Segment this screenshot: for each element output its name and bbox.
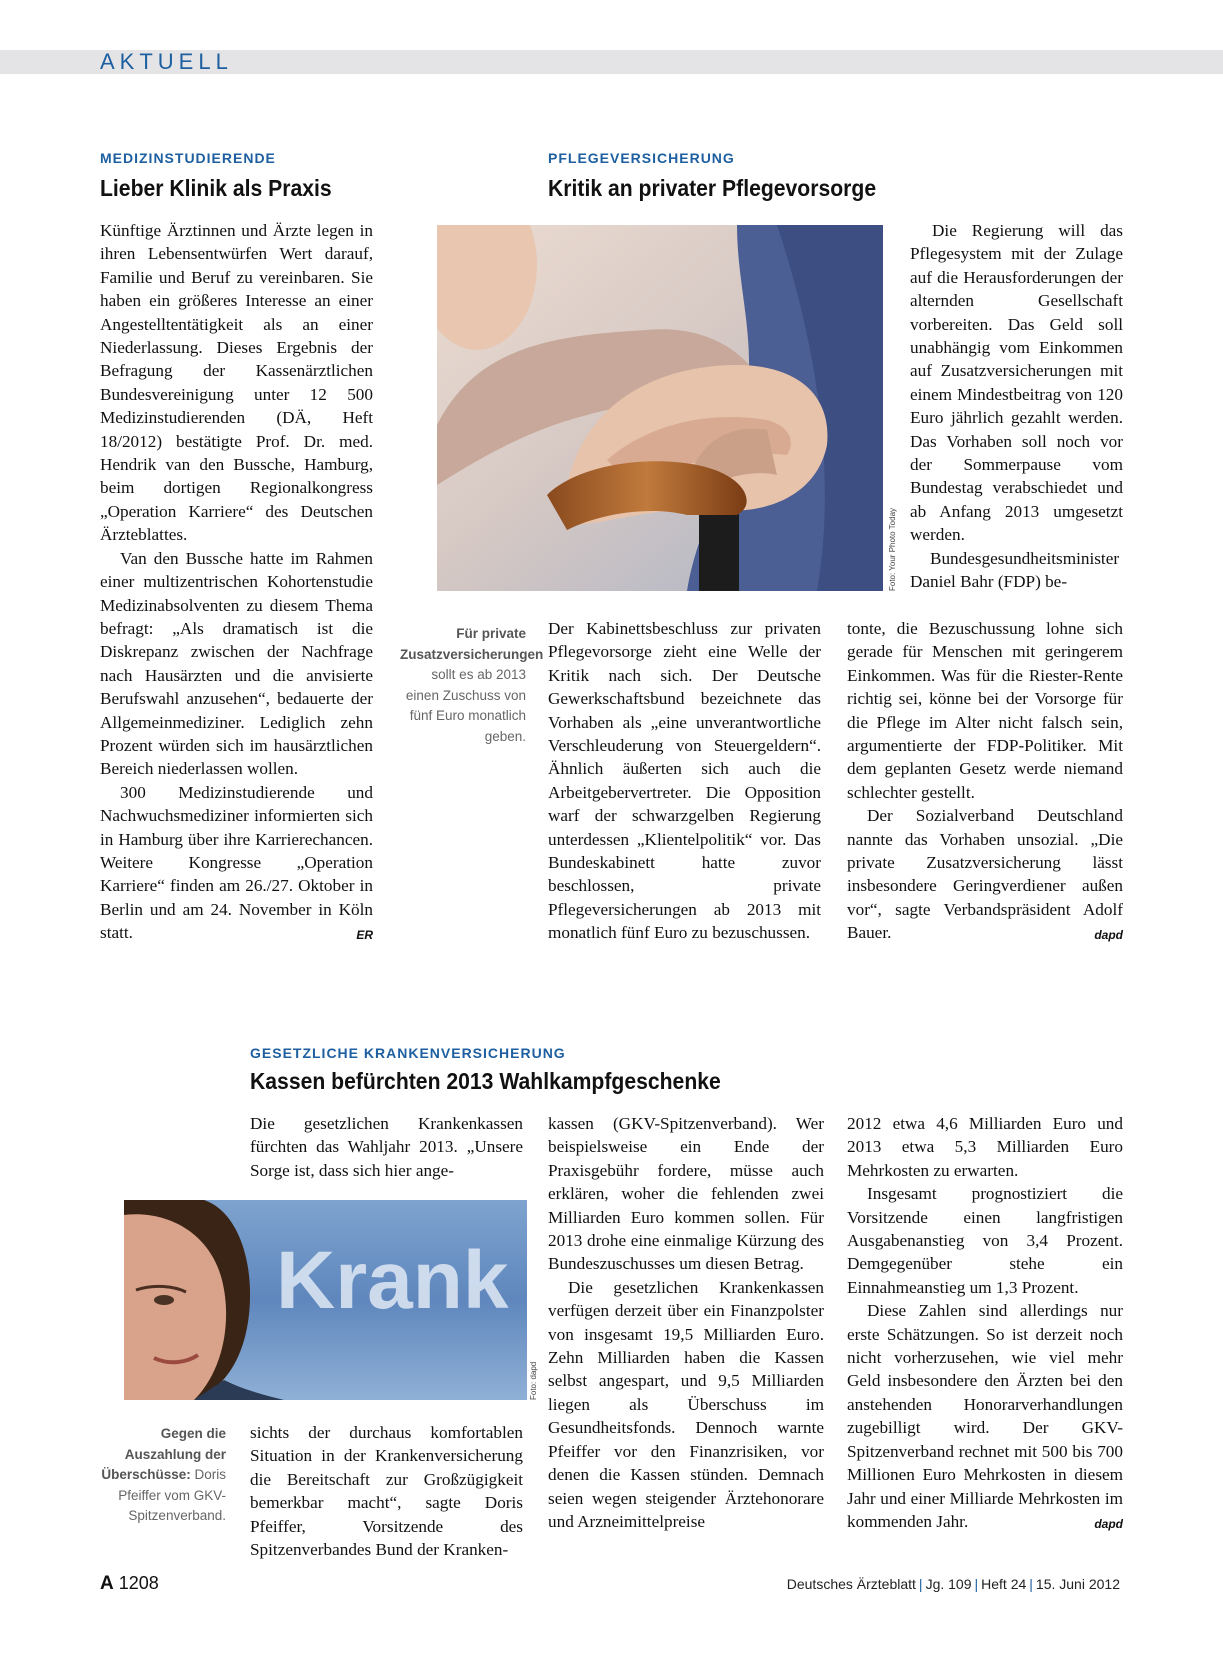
article1-kicker: MEDIZINSTUDIERENDE [100,150,276,166]
article2-signature: dapd [1094,928,1123,943]
article2-right-bottom [847,617,1123,948]
journal-date: 15. Juni 2012 [1035,1576,1120,1592]
article2-paragraph: tonte, die Bezuschussung lohne sich gerade für Menschen mit geringerem Einkommen. Was für die Riester-Rente richtig sei, könne bei der Vorsorge für die Pflege im Alter nicht falsch sein, argumentierte der FDP-Politiker. Mit dem geplanten Gesetz werde niemand schlechter gestellt. [847,619,1123,802]
section-label: AKTUELL [100,49,233,74]
article1-signature: ER [356,928,373,943]
article1-paragraph: Van den Bussche hatte im Rahmen einer multizentrischen Kohortenstudie Medizinabsolventen zu diesem Thema befragt: „Als dramatisch ist die Diskrepanz zwischen der Nachfrage nach Hausärzten und die anvisierte Berufswahl anzusehen“, bedauerte der Allgemeinmediziner. Lediglich zehn Prozent würden sich im hausärztlichen Bereich niederlassen wollen. [100,548,373,779]
article3-paragraph: Die gesetzlichen Krankenkassen fürchten das Wahljahr 2013. „Unsere Sorge ist, dass sich hier ange- [250,1114,523,1180]
banner-text: Krank [276,1235,509,1326]
article3-col3 [847,1112,1123,1536]
caption-bold: Für private Zusatzversicherungen [400,626,544,662]
journal-volume: Jg. 109 [925,1576,972,1592]
article1-body [100,219,373,948]
article2-paragraph: Bundesgesundheitsminister Daniel Bahr (FDP) be- [910,548,1120,592]
article2-paragraph: Der Sozialverband Deutschland nannte das Vorhaben unsozial. „Die private Zusatzversicherung lässt insbesondere Geringverdiener außen vor“, sagte Verbandspräsident Adolf Bauer. dapd [847,804,1123,944]
article3-kicker: GESETZLICHE KRANKENVERSICHERUNG [250,1045,566,1061]
footer-journal-info: Deutsches Ärzteblatt | Jg. 109 | Heft 24 | 15. Juni 2012 [786,1576,1120,1592]
article3-col1-bottom [250,1421,523,1561]
article2-photo-credit: Foto: Your Photo Today [888,507,897,591]
article3-col1-top [250,1112,523,1182]
article3-paragraph: Diese Zahlen sind allerdings nur erste Schätzungen. So ist derzeit noch nicht vorherzusehen, wie viel mehr Geld insbesondere den Ärzten bei den anstehenden Honorarverhandlungen zugebilligt wird. Der GKV-Spitzenverband rechnet mit 500 bis 700 Millionen Euro Mehrkosten in diesem Jahr und einer Milliarde Mehrkosten im kommenden Jahr. dapd [847,1299,1123,1533]
article2-paragraph: Der Kabinettsbeschluss zur privaten Pflegevorsorge zieht eine Welle der Kritik nach sich. Der Deutsche Gewerkschaftsbund bezeichnete das Vorhaben als „eine unverantwortliche Verschleuderung von Steuergeldern“. Ähnlich äußerten sich auch die Arbeitgebervertreter. Die Opposition warf der schwarzgelben Regierung unterdessen „Klientelpolitik“ vor. Das Bundeskabinett hatte zuvor beschlossen, private Pflegeversicherungen ab 2013 mit monatlich fünf Euro zu bezuschussen. [548,619,821,943]
article1-headline: Lieber Klinik als Praxis [100,175,332,201]
doris-pfeiffer-photo [124,1200,527,1400]
article3-paragraph: Insgesamt prognostiziert die Vorsitzende einen langfristigen Ausgabenanstieg von 3,4 Prozent. Demgegenüber stehe ein Einnahmeanstieg um 1,3 Prozent. [847,1184,1123,1297]
article2-paragraph: Die Regierung will das Pflegesystem mit der Zulage auf die Herausforderungen der alternden Gesellschaft vorbereiten. Das Geld soll unabhängig vom Einkommen auf Zusatzversicherungen mit einem Mindestbeitrag von 120 Euro jährlich gezahlt werden. Das Vorhaben soll noch vor der Sommerpause vom Bundestag verabschiedet und ab Anfang 2013 umgesetzt werden. [910,221,1123,545]
caption-text: Doris Pfeiffer vom GKV-Spitzenverband. [118,1467,226,1523]
journal-issue: Heft 24 [981,1576,1027,1592]
article3-paragraph: kassen (GKV-Spitzenverband). Wer beispielsweise ein Ende der Praxisgebühr fordere, müsse auch erklären, woher die fehlenden zwei Milliarden Euro kommen sollen. Für 2013 drohe eine einmalige Kürzung des Bundeszuschusses um diesen Betrag. [548,1114,824,1274]
article3-photo-credit: Foto: dapd [529,1361,538,1400]
article1-paragraph: 300 Medizinstudierende und Nachwuchsmediziner informierten sich in Hamburg über ihre Karrierechancen. Weitere Kongresse „Operation Karriere“ finden am 26./27. Oktober in Berlin und am 24. November in Köln statt. ER [100,781,373,945]
article3-signature: dapd [1094,1516,1123,1531]
article2-kicker: PFLEGEVERSICHERUNG [548,150,735,166]
article3-caption [100,1424,226,1527]
article3-col2 [548,1112,824,1533]
article2-right-top [910,219,1123,594]
article2-headline: Kritik an privater Pflegevorsorge [548,175,877,201]
journal-name: Deutsches Ärzteblatt [786,1576,916,1592]
article3-paragraph: sichts der durchaus komfortablen Situation in der Krankenversicherung die Bereitschaft zur Großzügigkeit bemerkbar macht“, sagte Doris Pfeiffer, Vorsitzende des Spitzenverbandes Bund der Kranken- [250,1423,523,1560]
article3-paragraph: Die gesetzlichen Krankenkassen verfügen derzeit über ein Finanzpolster von insgesamt 19,5 Milliarden Euro. Zehn Milliarden haben die Kassen selbst angespart, und 9,5 Milliarden liegen als Überschuss im Gesundheitsfonds. Dennoch warnte Pfeiffer vor den Finanzrisiken, vor denen die Kassen stünden. Demnach seien wegen steigender Ärztehonorare und Arzneimittelpreise [548,1277,824,1531]
page-number: A 1208 [100,1573,159,1594]
article2-caption [400,624,544,747]
caption-bold: Gegen die Auszahlung der Überschüsse: [101,1426,226,1482]
article1-paragraph: Künftige Ärztinnen und Ärzte legen in ihren Lebensentwürfen Wert darauf, Familie und Beruf zu vereinbaren. Sie haben ein größeres Interesse an einer Angestelltentätigkeit als an einer Niederlassung. Dieses Ergebnis der Befragung der Kassenärztlichen Bundesvereinigung unter 12 500 Medizinstudierenden (DÄ, Heft 18/2012) bestätigte Prof. Dr. med. Hendrik van den Bussche, Hamburg, beim dortigen Regionalkongress „Operation Karriere“ des Deutschen Ärzteblattes. [100,221,373,545]
article3-headline: Kassen befürchten 2013 Wahlkampfgeschenke [250,1068,721,1094]
caption-text: sollt es ab 2013 einen Zuschuss von fünf Euro monatlich geben. [405,667,526,744]
hands-on-cane-photo [437,225,883,591]
article3-paragraph: 2012 etwa 4,6 Milliarden Euro und 2013 etwa 5,3 Milliarden Euro Mehrkosten zu erwarten. [847,1114,1123,1180]
article2-middle-column [548,617,821,945]
